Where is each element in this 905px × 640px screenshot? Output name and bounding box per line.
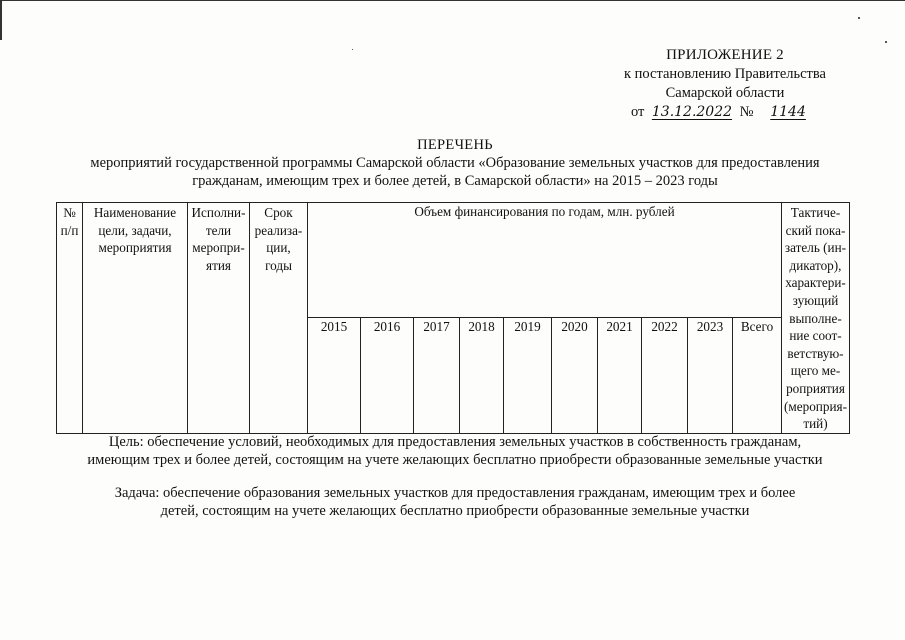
header-col-executors: Исполни- тели меропри- ятия (188, 203, 250, 434)
header-year-2017: 2017 (414, 318, 460, 433)
header-year-2016: 2016 (361, 318, 414, 433)
task-text (40, 484, 870, 520)
header-col-indicator: Тактиче- ский пока- затель (ин- дикатор), характери- зующий выполне- ние соот- ветствую- щего ме- роприятия (мероприя- тий) (782, 203, 850, 434)
appendix-block (580, 46, 870, 122)
date-prefix: от (630, 104, 645, 120)
header-year-2019: 2019 (504, 318, 552, 433)
measures-table (56, 202, 850, 434)
task-line-1: Задача: обеспечение образования земельных участков для предоставления гражданам, имеющим трех и более (114, 485, 796, 501)
number-sign: № (739, 104, 754, 120)
header-col-term: Срок реализа- ции, годы (250, 203, 308, 434)
appendix-line-2: Самарской области (665, 85, 785, 101)
header-year-2021: 2021 (598, 318, 642, 433)
header-year-2020: 2020 (552, 318, 598, 433)
header-year-2023: 2023 (688, 318, 733, 433)
header-year-2015: 2015 (308, 318, 361, 433)
goal-line-2: имеющим трех и более детей, состоящим на учете желающих бесплатно приобрести образованные земельные участки (87, 452, 823, 468)
task-line-2: детей, состоящим на учете желающих бесплатно приобрести образованные земельные участки (160, 503, 750, 519)
scan-speck (885, 41, 887, 43)
scan-speck (352, 49, 353, 50)
appendix-line-1: к постановлению Правительства (624, 66, 826, 82)
header-year-2022: 2022 (642, 318, 688, 433)
scan-edge-left (0, 0, 2, 40)
heading-title: ПЕРЕЧЕНЬ (417, 137, 493, 153)
handwritten-date: 13.12.2022 (651, 104, 733, 120)
goal-text (40, 433, 870, 469)
handwritten-number: 1144 (770, 104, 806, 120)
header-col-name: Наименование цели, задачи, мероприятия (83, 203, 188, 434)
document-heading (40, 136, 870, 190)
header-total: Всего (733, 318, 782, 433)
header-year-2018: 2018 (460, 318, 504, 433)
appendix-date-line (580, 103, 870, 122)
heading-line-1: мероприятий государственной программы Самарской области «Образование земельных участков для предоставления (90, 155, 820, 171)
header-financing: Объем финансирования по годам, млн. рублей (308, 203, 782, 318)
header-col-number: № п/п (57, 203, 83, 434)
heading-line-2: гражданам, имеющим трех и более детей, в Самарской области» на 2015 – 2023 годы (192, 173, 718, 189)
scan-edge-top (0, 0, 905, 1)
goal-line-1: Цель: обеспечение условий, необходимых для предоставления земельных участков в собственность гражданам, (108, 434, 802, 450)
appendix-title: ПРИЛОЖЕНИЕ 2 (666, 47, 784, 63)
scan-speck (858, 17, 860, 19)
